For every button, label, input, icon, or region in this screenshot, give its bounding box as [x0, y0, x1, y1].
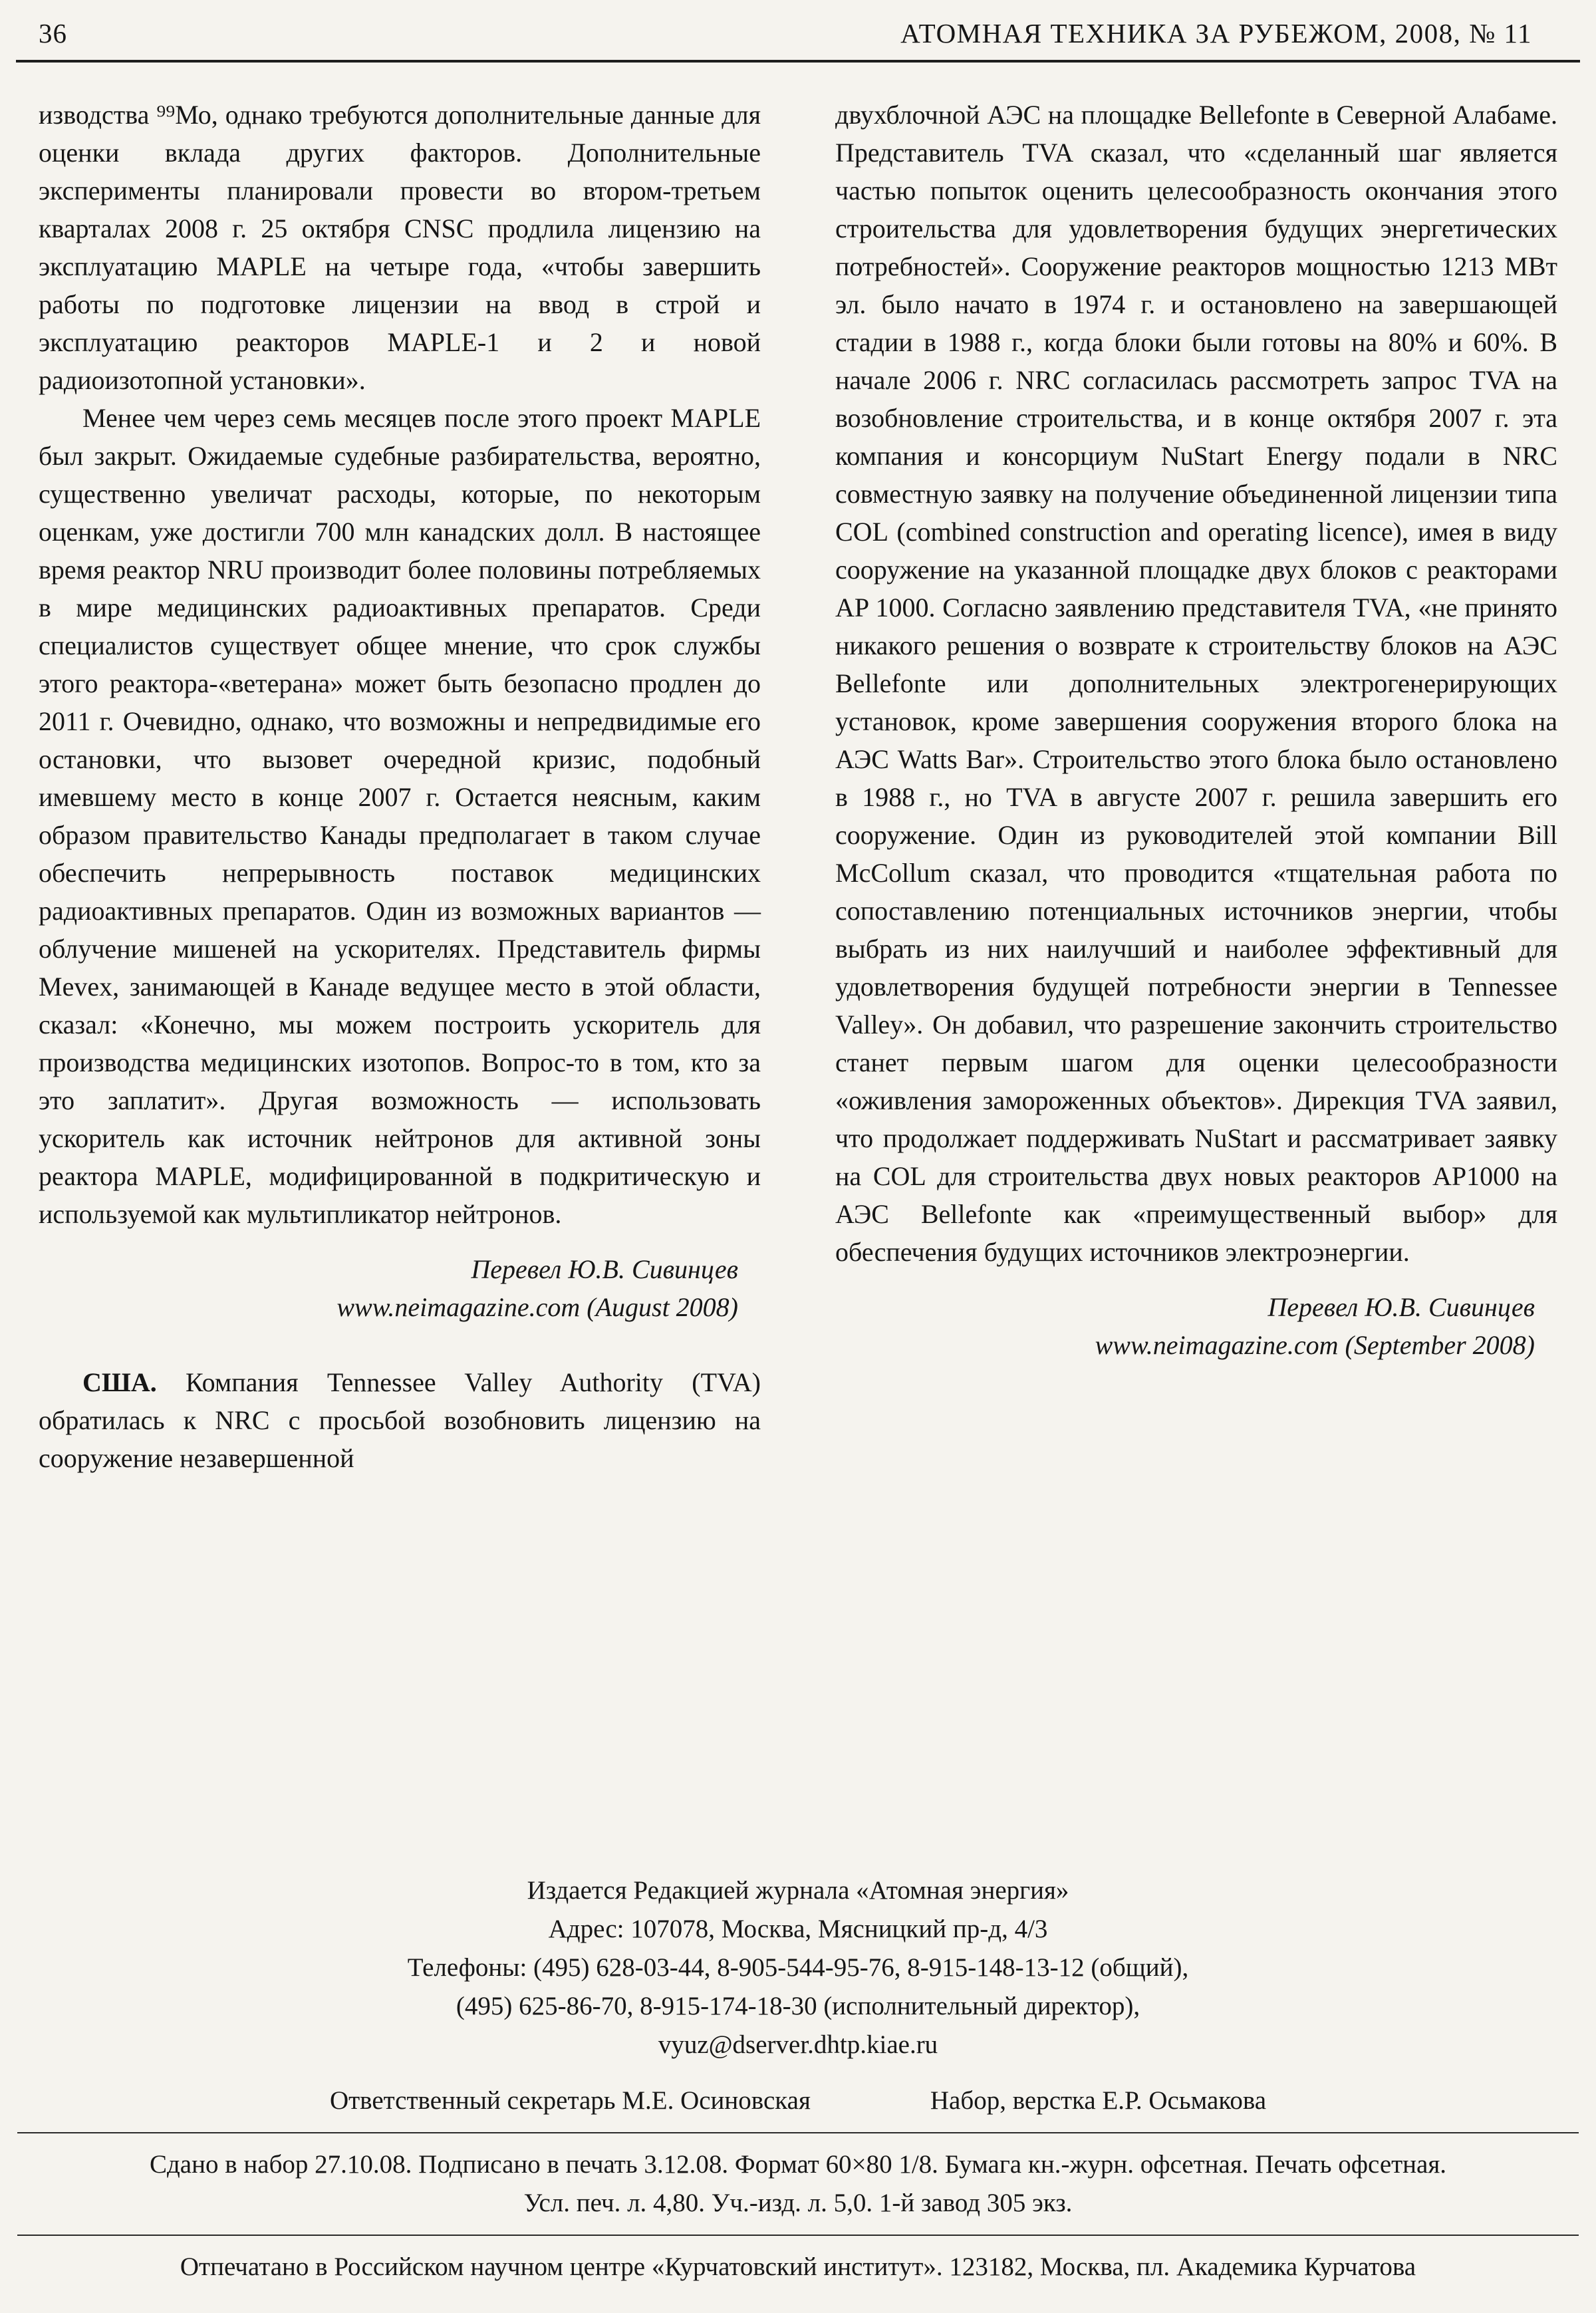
page-header [0, 0, 1596, 49]
imprint-address-line: Адрес: 107078, Москва, Мясницкий пр-д, 4/3 [548, 1915, 1048, 1943]
typesetter-name: Набор, верстка Е.Р. Осьмакова [930, 2086, 1267, 2115]
paragraph-continuation: изводства ⁹⁹Мо, однако требуются дополнительные данные для оценки вклада других факторов. Дополнительные эксперименты планировали провести во втором-третьем кварталах 2008 г. 25 октября CNSC продлила лицензию на эксплуатацию MAPLE на четыре года, «чтобы завершить работы по подготовке лицензии на ввод в строй и эксплуатацию реакторов MAPLE-1 и 2 и новой радиоизотопной установки». [39, 100, 761, 395]
translator-credit: Перевел Ю.В. Сивинцев [471, 1254, 738, 1284]
article-columns [0, 63, 1596, 1477]
imprint-footer [0, 1871, 1596, 2313]
print-info-line-2: Усл. печ. л. 4,80. Уч.-изд. л. 5,0. 1-й завод 305 экз. [523, 2189, 1073, 2217]
imprint-email-line: vyuz@dserver.dhtp.kiae.ru [658, 2030, 938, 2059]
page-number: 36 [39, 18, 67, 49]
paragraph-usa [39, 1363, 761, 1477]
journal-title: АТОМНАЯ ТЕХНИКА ЗА РУБЕЖОМ, 2008, № 11 [900, 18, 1532, 49]
paragraph: Менее чем через семь месяцев после этого проект MAPLE был закрыт. Ожидаемые судебные разбирательства, вероятно, существенно увеличат расходы, которые, по некоторым оценкам, уже достигли 700 млн канадских долл. В настоящее время реактор NRU производит более половины потребляемых в мире медицинских радиоактивных препаратов. Среди специалистов существует общее мнение, что срок службы этого реактора-«ветерана» может быть безопасно продлен до 2011 г. Очевидно, однако, что возможны и непредвидимые его остановки, что вызовет очередной кризис, подобный имевшему место в конце 2007 г. Остается неясным, каким образом правительство Канады предполагает в таком случае обеспечить непрерывность поставок медицинских радиоактивных препаратов. Один из возможных вариантов — облучение мишеней на ускорителях. Представитель фирмы Mevex, занимающей в Канаде ведущее место в этой области, сказал: «Конечно, мы можем построить ускоритель для производства медицинских изотопов. Вопрос-то в том, кто за это заплатит». Другая возможность — использовать ускоритель как источник нейтронов для активной зоны реактора MAPLE, модифицированной в подкритическую и используемой как мультипликатор нейтронов. [39, 403, 761, 1229]
left-column [39, 96, 761, 1477]
printed-at-line: Отпечатано в Российском научном центре «Курчатовский институт». 123182, Москва, пл. Академика Курчатова [180, 2252, 1416, 2281]
imprint-publisher-line: Издается Редакцией журнала «Атомная энергия» [527, 1876, 1069, 1905]
print-info-line: Сдано в набор 27.10.08. Подписано в печать 3.12.08. Формат 60×80 1/8. Бумага кн.-журн. офсетная. Печать офсетная. [149, 2150, 1447, 2179]
imprint-phones-line: Телефоны: (495) 628-03-44, 8-905-544-95-76, 8-915-148-13-12 (общий), [407, 1953, 1189, 1982]
paragraph-continuation: двухблочной АЭС на площадке Bellefonte в Северной Алабаме. Представитель TVA сказал, что «сделанный шаг является частью попыток оценить целесообразность окончания этого строительства для удовлетворения будущих энергетических потребностей». Сооружение реакторов мощностью 1213 МВт эл. было начато в 1974 г. и остановлено на завершающей стадии в 1988 г., когда блоки были готовы на 80% и 60%. В начале 2006 г. NRC согласилась рассмотреть запрос TVA на возобновление строительства, и в конце октября 2007 г. эта компания и консорциум NuStart Energy подали в NRC совместную заявку на получение объединенной лицензии типа COL (combined construction and operating licence), имея в виду сооружение на указанной площадке двух блоков с реакторами AP 1000. Согласно заявлению представителя TVA, «не принято никакого решения о возврате к строительству блоков на АЭС Bellefonte или дополнительных электрогенерирующих установок, кроме завершения сооружения второго блока на АЭС Watts Bar». Строительство этого блока было остановлено в 1988 г., но TVA в августе 2007 г. решила завершить его сооружение. Один из руководителей этой компании Bill McCollum сказал, что проводится «тщательная работа по сопоставлению потенциальных источников энергии, чтобы выбрать из них наилучший и наиболее эффективный для удовлетворения будущей потребности энергии в Tennessee Valley». Он добавил, что разрешение закончить строительство станет первым шагом для оценки целесообразности «оживления замороженных объектов». Дирекция TVA заявил, что продолжает поддерживать NuStart и рассматривает заявку на COL для строительства двух новых реакторов AP1000 на АЭС Bellefonte как «преимущественный выбор» для обеспечения будущих источников электроэнергии. [835, 100, 1557, 1267]
imprint-phones-line-2: (495) 625-86-70, 8-915-174-18-30 (исполнительный директор), [456, 1992, 1140, 2020]
secretary-name: Ответственный секретарь М.Е. Осиновская [329, 2086, 811, 2115]
staff-row [0, 2082, 1596, 2120]
source-credit: www.neimagazine.com (September 2008) [1095, 1330, 1535, 1360]
translator-credit: Перевел Ю.В. Сивинцев [1267, 1292, 1535, 1322]
divider-rule-bottom [17, 2235, 1579, 2236]
divider-rule-top [17, 2132, 1579, 2133]
source-credit: www.neimagazine.com (August 2008) [336, 1292, 738, 1322]
right-column [835, 96, 1557, 1477]
paragraph-text: Компания Tennessee Valley Authority (TVA) обратилась к NRC с просьбой возобновить лицензию на сооружение незавершенной [39, 1367, 761, 1473]
country-label: США. [82, 1367, 157, 1397]
